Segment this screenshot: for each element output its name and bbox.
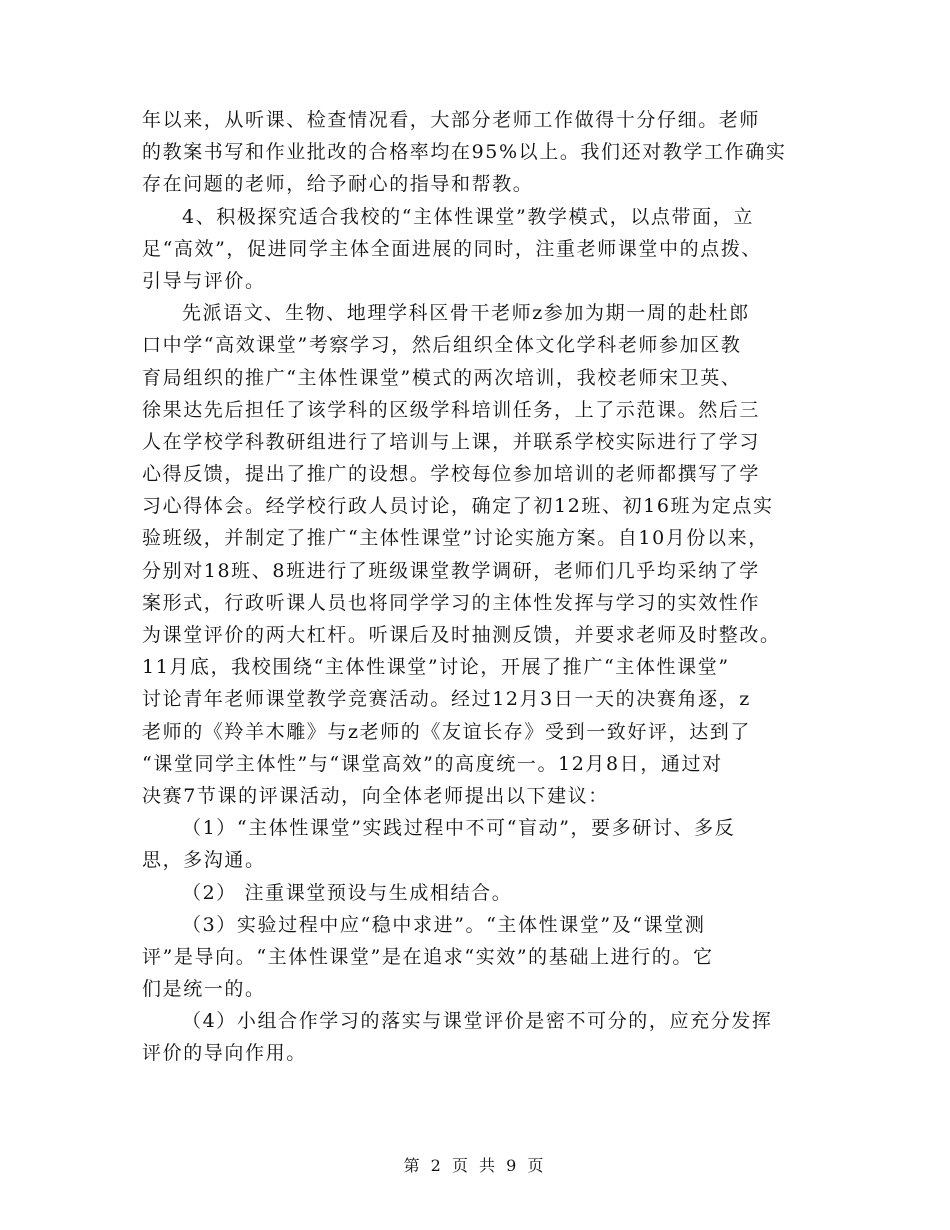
text-line: 徐果达先后担任了该学科的区级学科培训任务，上了示范课。然后三 <box>142 398 761 421</box>
text-line: 心得反馈，提出了推广的设想。学校每位参加培训的老师都撰写了学 <box>142 463 761 486</box>
text-line: 思，多沟通。 <box>142 849 266 872</box>
text-line: 讨论青年老师课堂教学竞赛活动。经过12月3日一天的决赛角逐，z <box>142 688 751 711</box>
text-line: 老师的《羚羊木雕》与z老师的《友谊长存》受到一致好评，达到了 <box>142 720 752 743</box>
text-line: 存在问题的老师，给予耐心的指导和帮教。 <box>142 173 534 196</box>
text-line: 的教案书写和作业批改的合格率均在95%以上。我们还对教学工作确实 <box>142 141 787 164</box>
text-line: 年以来，从听课、检查情况看，大部分老师工作做得十分仔细。老师 <box>142 109 761 131</box>
text-line: “课堂同学主体性”与“课堂高效”的高度统一。12月8日，通过对 <box>142 752 723 775</box>
text-line: 们是统一的。 <box>142 978 266 1001</box>
text-line: 习心得体会。经学校行政人员讨论，确定了初12班、初16班为定点实 <box>142 495 774 518</box>
text-line: 评价的导向作用。 <box>142 1042 307 1065</box>
text-line: 人在学校学科教研组进行了培训与上课，并联系学校实际进行了学习 <box>142 430 761 453</box>
text-line: （3）实验过程中应“稳中求进”。“主体性课堂”及“课堂测 <box>182 913 706 936</box>
text-line: 为课堂评价的两大杠杆。听课后及时抽测反馈，并要求老师及时整改。 <box>142 624 781 646</box>
text-line: 4、积极探究适合我校的“主体性课堂”教学模式，以点带面，立 <box>182 205 754 228</box>
text-line: 足“高效”，促进同学主体全面进展的同时，注重老师课堂中的点拨、 <box>142 237 763 260</box>
text-line: 案形式，行政听课人员也将同学学习的主体性发挥与学习的实效性作 <box>142 591 761 614</box>
text-line: 口中学“高效课堂”考察学习，然后组织全体文化学科老师参加区教 <box>142 334 742 357</box>
text-line: 决赛7节课的评课活动，向全体老师提出以下建议： <box>142 784 609 807</box>
text-line: 11月底，我校围绕“主体性课堂”讨论，开展了推广“主体性课堂” <box>142 656 730 679</box>
text-line: 育局组织的推广“主体性课堂”模式的两次培训，我校老师宋卫英、 <box>142 366 742 389</box>
text-line: 评”是导向。“主体性课堂”是在追求“实效”的基础上进行的。它 <box>142 945 714 968</box>
page-footer: 第 2 页 共 9 页 <box>403 1156 547 1175</box>
text-line: 先派语文、生物、地理学科区骨干老师z参加为期一周的赴杜郎 <box>182 302 750 325</box>
text-line: 引导与评价。 <box>142 269 266 292</box>
text-line: 验班级，并制定了推广“主体性课堂”讨论实施方案。自10月份以来， <box>142 527 769 550</box>
text-line: （4）小组合作学习的落实与课堂评价是密不可分的，应充分发挥 <box>182 1010 773 1033</box>
text-line: （2） 注重课堂预设与生成相结合。 <box>182 881 513 904</box>
body-text <box>142 104 810 1070</box>
text-line: （1）“主体性课堂”实践过程中不可“盲动”，要多研讨、多反 <box>182 817 736 840</box>
text-line: 分别对18班、8班进行了班级课堂教学调研，老师们几乎均采纳了学 <box>142 559 760 582</box>
